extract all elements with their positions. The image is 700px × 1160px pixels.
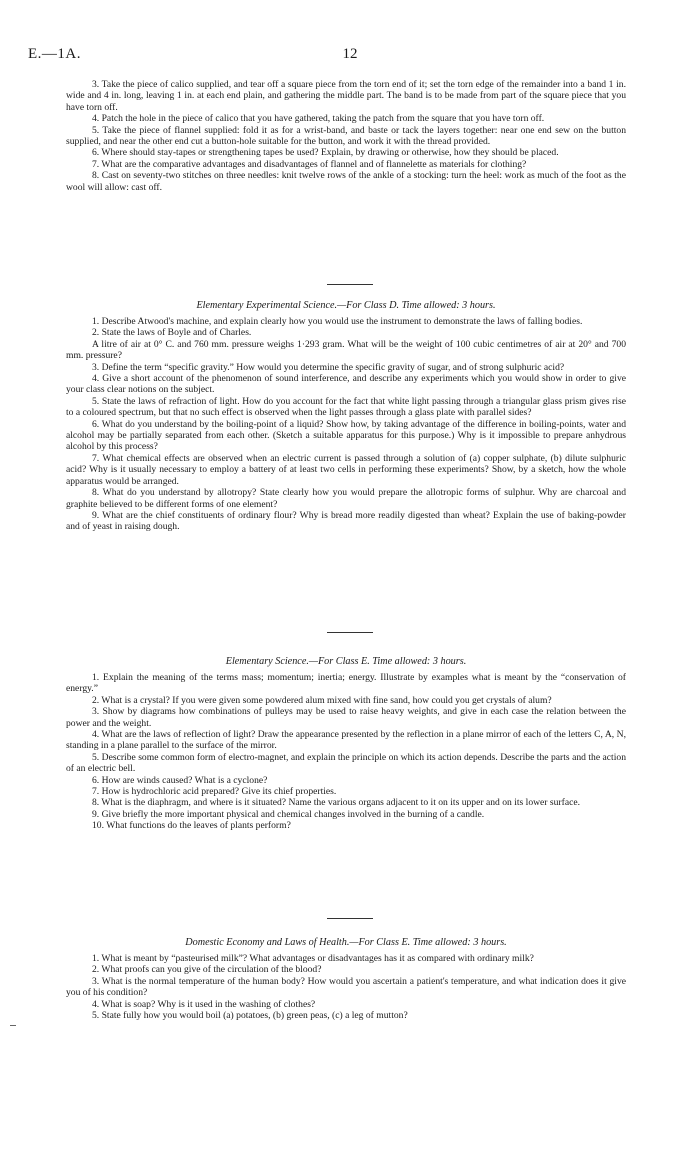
page-number: 12: [342, 46, 358, 62]
section-class-e: [66, 656, 626, 832]
question-paragraph: 1. Explain the meaning of the terms mass; momentum; inertia; energy. Illustrate by examples what is meant by the “conservation of energy.”: [66, 672, 626, 695]
section-heading: Elementary Science.—For Class E. Time allowed: 3 hours.: [225, 656, 467, 667]
question-paragraph: 8. What do you understand by allotropy? State clearly how you would prepare the allotropic forms of sulphur. Why are charcoal and graphite believed to be different forms of one element?: [66, 487, 626, 510]
question-paragraph: 6. What do you understand by the boiling-point of a liquid? Show how, by taking advantage of the difference in boiling-points, water and alcohol may be partially separated from each other. (Sketch a suitable apparatus for this purpose.) Why is it impossible to prepare anhydrous alcohol by this process?: [66, 418, 626, 453]
question-paragraph: 9. What are the chief constituents of ordinary flour? Why is bread more readily digested than wheat? Explain the use of baking-powder and of yeast in raising dough.: [66, 509, 626, 533]
question-paragraph: 4. What is soap? Why is it used in the washing of clothes?: [92, 998, 316, 1010]
question-paragraph: 5. Describe some common form of electro-magnet, and explain the principle on which its action depends. Describe the parts and the action of an electric bell.: [66, 751, 626, 775]
question-paragraph: 1. Describe Atwood's machine, and explain clearly how you would use the instrument to demonstrate the laws of falling bodies.: [92, 316, 583, 327]
question-paragraph: 10. What functions do the leaves of plants perform?: [92, 820, 291, 832]
section-divider: [327, 918, 373, 919]
question-paragraph: 4. Give a short account of the phenomenon of sound interference, and describe any experiments which you would show in order to give your class clear notions on the subject.: [66, 373, 626, 396]
question-paragraph: 4. Patch the hole in the piece of calico that you have gathered, taking the patch from the square that you have torn off.: [92, 113, 545, 125]
question-paragraph: 2. What is a crystal? If you were given some powdered alum mixed with fine sand, how could you get crystals of alum?: [92, 694, 552, 706]
page-header: [28, 46, 672, 66]
question-paragraph: 6. How are winds caused? What is a cyclone?: [92, 774, 268, 786]
section-class-d: [66, 300, 626, 533]
question-paragraph: 3. Take the piece of calico supplied, and tear off a square piece from the torn end of it; set the torn edge of the remainder into a band 1 in. wide and 4 in. long, leaving 1 in. at each end plain, and gathering the middle part. The band is to be made from part of the square piece that you have torn off.: [66, 79, 626, 113]
question-paragraph: 5. State fully how you would boil (a) potatoes, (b) green peas, (c) a leg of mutton?: [92, 1010, 408, 1022]
question-paragraph: 4. What are the laws of reflection of light? Draw the appearance presented by the reflection in a plane mirror of each of the letters C, A, N, standing in a plane parallel to the surface of the mirror.: [66, 729, 626, 752]
section-divider: [327, 632, 373, 633]
question-paragraph: 5. Take the piece of flannel supplied: fold it as for a wrist-band, and baste or tack the layers together: near one end sew on the button supplied, and near the other end cut a button-hole suitable for the button, and work it with the thread provided.: [66, 124, 626, 148]
question-paragraph: 2. What proofs can you give of the circulation of the blood?: [92, 964, 322, 976]
question-paragraph: 3. What is the normal temperature of the human body? How would you ascertain a patient's temperature, and what indication does it give you of his condition?: [66, 975, 626, 999]
question-paragraph: 5. State the laws of refraction of light. How do you account for the fact that white light passing through a triangular glass prism gives rise to a coloured spectrum, but that no such effect is observed when the light passes through a glass plate with parallel sides?: [66, 395, 626, 419]
section-domestic-economy: [66, 937, 626, 1021]
question-paragraph: 7. What are the comparative advantages and disadvantages of flannel and of flannelette as materials for clothing?: [92, 158, 527, 170]
margin-mark: [10, 1025, 16, 1026]
question-paragraph: 6. Where should stay-tapes or strengthening tapes be used? Explain, by drawing or otherwise, how they should be placed.: [92, 147, 559, 159]
question-paragraph: 3. Show by diagrams how combinations of pulleys may be used to raise heavy weights, and give in each case the relation between the power and the weight.: [66, 706, 626, 729]
question-paragraph: 9. Give briefly the more important physical and chemical changes involved in the burning of a candle.: [92, 808, 485, 820]
question-paragraph: 3. Define the term “specific gravity.” How would you determine the specific gravity of sugar, and of strong sulphuric acid?: [92, 361, 565, 373]
question-paragraph: 8. Cast on seventy-two stitches on three needles: knit twelve rows of the ankle of a stocking: turn the heel: work as much of the foot as the wool will allow: cast off.: [66, 170, 626, 193]
section-divider: [327, 284, 373, 285]
question-paragraph: 7. How is hydrochloric acid prepared? Give its chief properties.: [92, 786, 337, 798]
question-paragraph: 8. What is the diaphragm, and where is it situated? Name the various organs adjacent to it on its upper and on its lower surface.: [92, 797, 580, 809]
question-paragraph: 1. What is meant by “pasteurised milk”? What advantages or disadvantages has it as compared with ordinary milk?: [92, 953, 534, 964]
question-paragraph: 2. State the laws of Boyle and of Charles.: [92, 327, 252, 339]
needlework-questions: [66, 79, 626, 193]
section-heading: Elementary Experimental Science.—For Class D. Time allowed: 3 hours.: [196, 300, 496, 311]
document-reference: E.—1A.: [28, 46, 81, 62]
question-paragraph: 7. What chemical effects are observed when an electric current is passed through a solution of (a) copper sulphate, (b) dilute sulphuric acid? Why is it usually necessary to employ a battery of at least two cells in performing these experiments? Show, by a sketch, how the whole apparatus would be arranged.: [66, 452, 626, 487]
question-paragraph: A litre of air at 0° C. and 760 mm. pressure weighs 1·293 gram. What will be the weight of 100 cubic centimetres of air at 20° and 700 mm. pressure?: [66, 338, 626, 362]
section-heading: Domestic Economy and Laws of Health.—For Class E. Time allowed: 3 hours.: [185, 937, 507, 948]
